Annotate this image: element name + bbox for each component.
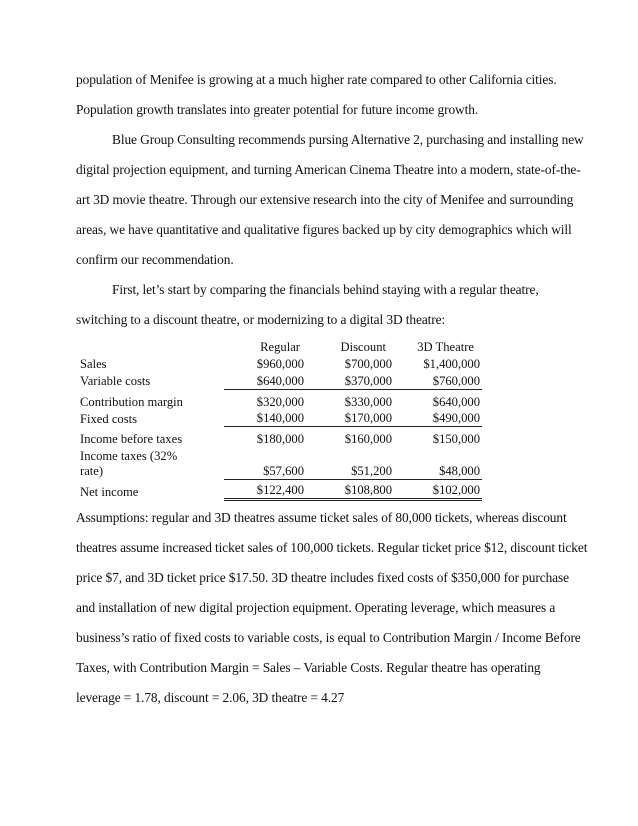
table-cell: $640,000 xyxy=(224,372,306,389)
row-label: Income before taxes xyxy=(80,432,183,446)
table-cell: $102,000 xyxy=(394,483,482,500)
paragraph-line: theatres assume increased ticket sales of 100,000 tickets. Regular ticket price $12, discount ticket xyxy=(76,540,588,555)
row-label: Variable costs xyxy=(80,374,151,388)
table-header-row xyxy=(80,337,482,355)
paragraph-line: and installation of new digital projection equipment. Operating leverage, which measures a xyxy=(76,600,556,615)
table-cell: $760,000 xyxy=(394,372,482,389)
table-cell: $150,000 xyxy=(432,432,480,446)
paragraph-line: Blue Group Consulting recommends pursing Alternative 2, purchasing and installing new xyxy=(112,132,584,147)
table-row xyxy=(80,430,482,447)
column-header: Regular xyxy=(260,340,300,354)
paragraph-line: confirm our recommendation. xyxy=(76,252,234,267)
paragraph-line: areas, we have quantitative and qualitative figures backed up by city demographics which will xyxy=(76,222,572,237)
table-cell: $160,000 xyxy=(344,432,392,446)
row-label: Contribution margin xyxy=(80,394,183,409)
table-cell: $370,000 xyxy=(306,372,394,389)
table-cell: $330,000 xyxy=(344,394,392,409)
table-row xyxy=(80,372,482,389)
table-cell: $700,000 xyxy=(344,357,392,371)
paragraph-line: leverage = 1.78, discount = 2.06, 3D theatre = 4.27 xyxy=(76,690,345,705)
table-cell: $490,000 xyxy=(394,410,482,427)
table-row xyxy=(80,447,482,479)
table-cell: $48,000 xyxy=(394,447,482,479)
paragraph-line: Population growth translates into greater potential for future income growth. xyxy=(76,102,479,117)
paragraph-line: switching to a discount theatre, or modernizing to a digital 3D theatre: xyxy=(76,312,446,327)
table-cell: $122,400 xyxy=(224,483,306,500)
table-row xyxy=(80,410,482,427)
table-cell: $51,200 xyxy=(306,447,394,479)
column-header: Discount xyxy=(340,340,386,354)
table-row xyxy=(80,483,482,500)
paragraph-line: business’s ratio of fixed costs to variable costs, is equal to Contribution Margin / Income Before xyxy=(76,630,581,645)
table-cell: $1,400,000 xyxy=(423,357,480,371)
table-cell: $180,000 xyxy=(256,432,304,446)
paragraph-line: population of Menifee is growing at a much higher rate compared to other California cities. xyxy=(76,72,557,87)
table-cell: $57,600 xyxy=(224,447,306,479)
table-row xyxy=(80,393,482,410)
row-label: Fixed costs xyxy=(80,411,138,426)
table-cell: $320,000 xyxy=(256,394,304,409)
paragraph-line: First, let’s start by comparing the financials behind staying with a regular theatre, xyxy=(112,282,539,297)
table-cell: $170,000 xyxy=(306,410,394,427)
paragraph-line: digital projection equipment, and turning American Cinema Theatre into a modern, state-of-the- xyxy=(76,162,581,177)
row-label: Income taxes (32% rate) xyxy=(80,449,178,478)
table-cell: $640,000 xyxy=(432,394,480,409)
paragraph-line: price $7, and 3D ticket price $17.50. 3D theatre includes fixed costs of $350,000 for purchase xyxy=(76,570,569,585)
paragraph-line: Taxes, with Contribution Margin = Sales – Variable Costs. Regular theatre has operating xyxy=(76,660,541,675)
column-header: 3D Theatre xyxy=(417,340,474,354)
table-cell: $960,000 xyxy=(256,357,304,371)
row-label: Net income xyxy=(80,484,139,499)
paragraph-line: art 3D movie theatre. Through our extensive research into the city of Menifee and surrounding xyxy=(76,192,574,207)
table-cell: $108,800 xyxy=(306,483,394,500)
table-row xyxy=(80,355,482,372)
paragraph-line: Assumptions: regular and 3D theatres assume ticket sales of 80,000 tickets, whereas discount xyxy=(76,510,567,525)
table-cell: $140,000 xyxy=(224,410,306,427)
financial-comparison-table xyxy=(80,337,482,501)
row-label: Sales xyxy=(80,357,107,371)
